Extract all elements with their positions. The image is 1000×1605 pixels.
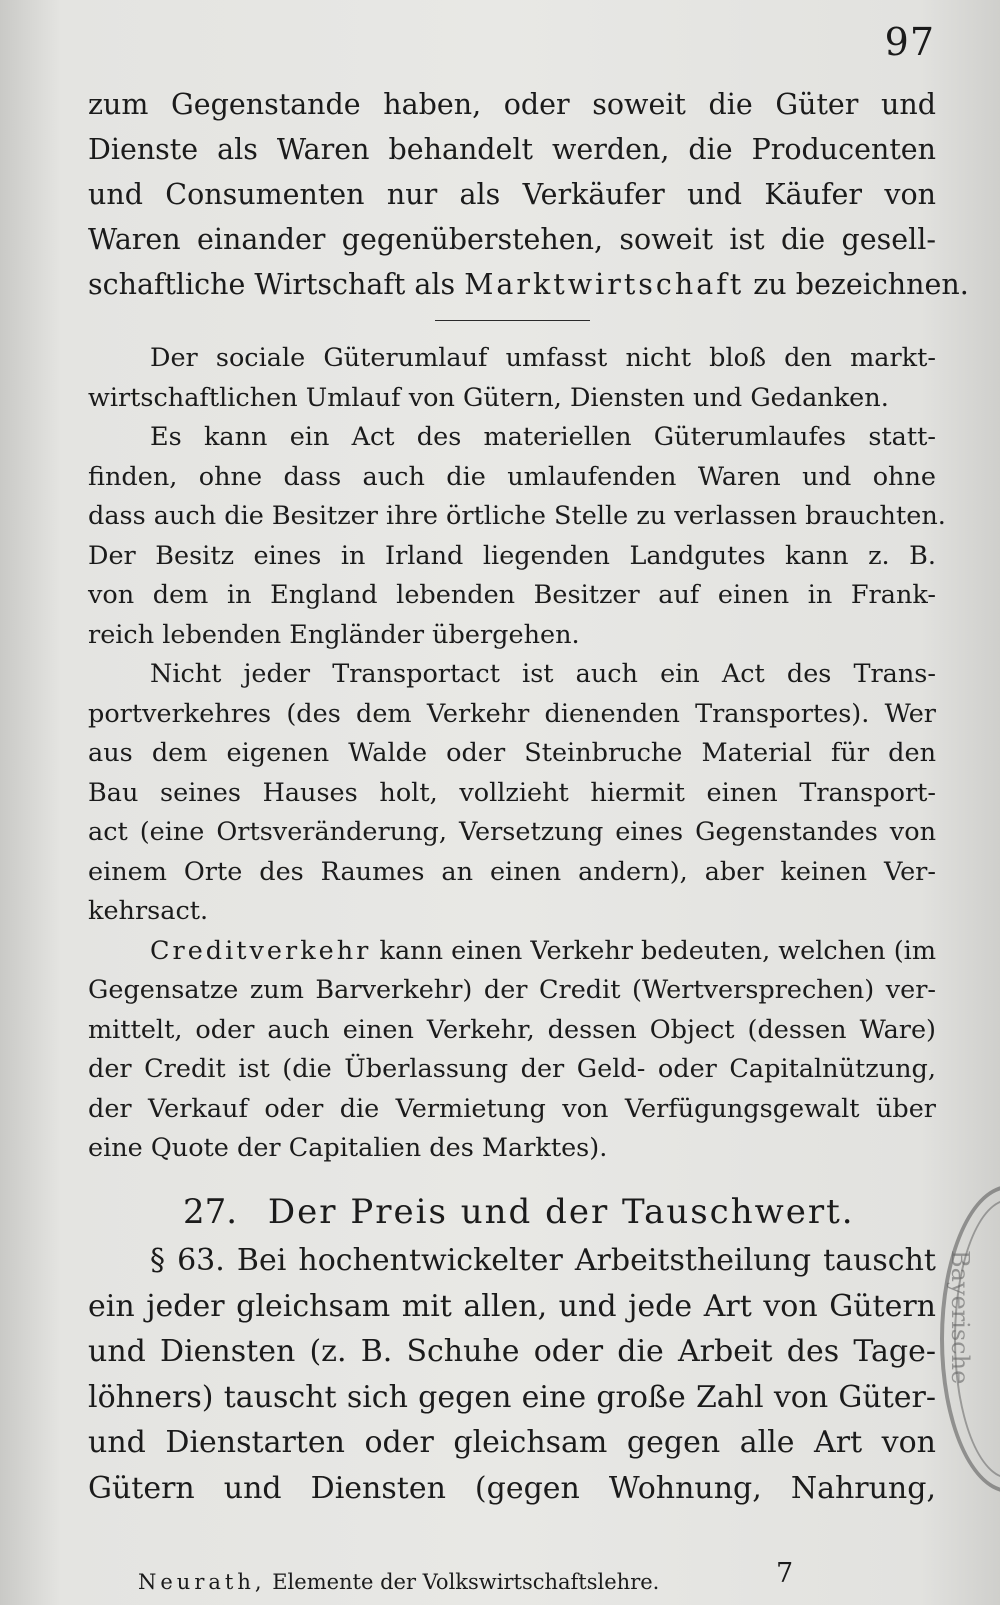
text-line-emphasis xyxy=(88,262,969,307)
text-segment: schaftliche Wirtschaft als xyxy=(88,268,456,301)
text-line: aus dem eigenen Walde oder Steinbruche Material für den xyxy=(88,738,936,768)
section-title: Der Preis und der Tauschwert. xyxy=(267,1192,855,1232)
text-line: der Verkauf oder die Vermietung von Verfügungsgewalt über xyxy=(88,1093,936,1124)
page-number: 97 xyxy=(884,20,935,64)
text-line: und Consumenten nur als Verkäufer und Käufer von xyxy=(88,178,936,211)
text-line: der Credit ist (die Überlassung der Geld- oder Capitalnützung, xyxy=(88,1054,936,1084)
stamp-text: Bayerische xyxy=(946,1250,974,1385)
text-segment: zu bezeichnen. xyxy=(753,268,969,301)
text-line: § 63. Bei hochentwickelter Arbeitstheilung tauscht xyxy=(150,1243,936,1278)
text-line: Gegensatze zum Barverkehr) der Credit (Wertversprechen) ver- xyxy=(88,975,936,1005)
section-heading xyxy=(183,1192,855,1232)
section-number: 27. xyxy=(183,1192,238,1232)
text-line: Gütern und Diensten (gegen Wohnung, Nahrung, xyxy=(88,1470,936,1506)
text-line: reich lebenden Engländer übergehen. xyxy=(88,619,580,650)
text-line: von dem in England lebenden Besitzer auf einen in Frank- xyxy=(88,580,936,610)
text-line: Bau seines Hauses holt, vollzieht hiermit einen Transport- xyxy=(88,777,936,808)
text-line: mittelt, oder auch einen Verkehr, dessen Object (dessen Ware) xyxy=(88,1014,936,1045)
text-line: Der Besitz eines in Irland liegenden Landgutes kann z. B. xyxy=(88,540,936,571)
text-line: Dienste als Waren behandelt werden, die Producenten xyxy=(88,133,936,166)
emphasis-term: Creditverkehr xyxy=(150,935,372,966)
text-line: kehrsact. xyxy=(88,896,209,926)
text-line: Waren einander gegenüberstehen, soweit ist die gesell- xyxy=(88,223,936,256)
section-paragraph xyxy=(88,1238,936,1511)
text-line: einem Orte des Raumes an einen andern), aber keinen Ver- xyxy=(88,856,936,887)
text-line: finden, ohne dass auch die umlaufenden Waren und ohne xyxy=(88,461,936,492)
text-line: portverkehres (des dem Verkehr dienenden Transportes). Wer xyxy=(88,698,936,729)
text-line: wirtschaftlichen Umlauf von Gütern, Diensten und Gedanken. xyxy=(88,382,889,413)
signature-mark: 7 xyxy=(776,1558,794,1589)
text-line: ein jeder gleichsam mit allen, und jede Art von Gütern xyxy=(88,1288,936,1324)
text-segment: kann einen Verkehr bedeuten, welchen (im xyxy=(379,935,936,966)
text-line-emphasis xyxy=(88,932,936,972)
footer-title: Elemente der Volkswirtschaftslehre. xyxy=(272,1570,660,1594)
text-line: und Dienstarten oder gleichsam gegen alle Art von xyxy=(88,1425,936,1460)
text-line: dass auch die Besitzer ihre örtliche Stelle zu verlassen brauchten. xyxy=(88,501,946,531)
text-line: löhners) tauscht sich gegen eine große Zahl von Güter- xyxy=(88,1379,936,1415)
footer-author: Neurath, xyxy=(138,1570,266,1594)
text-line: und Diensten (z. B. Schuhe oder die Arbeit des Tage- xyxy=(88,1334,936,1369)
page-footer xyxy=(138,1570,659,1594)
note-section xyxy=(88,339,946,1169)
text-line: Es kann ein Act des materiellen Güterumlaufes statt- xyxy=(150,422,936,452)
emphasis-term: Marktwirtschaft xyxy=(464,268,745,301)
text-line: Nicht jeder Transportact ist auch ein Act des Trans- xyxy=(150,659,936,689)
top-paragraph xyxy=(88,82,969,307)
text-line: eine Quote der Capitalien des Marktes). xyxy=(88,1133,608,1163)
divider-rule xyxy=(435,320,590,321)
text-line: act (eine Ortsveränderung, Versetzung eines Gegenstandes von xyxy=(88,817,936,847)
text-line: zum Gegenstande haben, oder soweit die Güter und xyxy=(88,88,936,121)
text-line: Der sociale Güterumlauf umfasst nicht bloß den markt- xyxy=(150,343,936,373)
